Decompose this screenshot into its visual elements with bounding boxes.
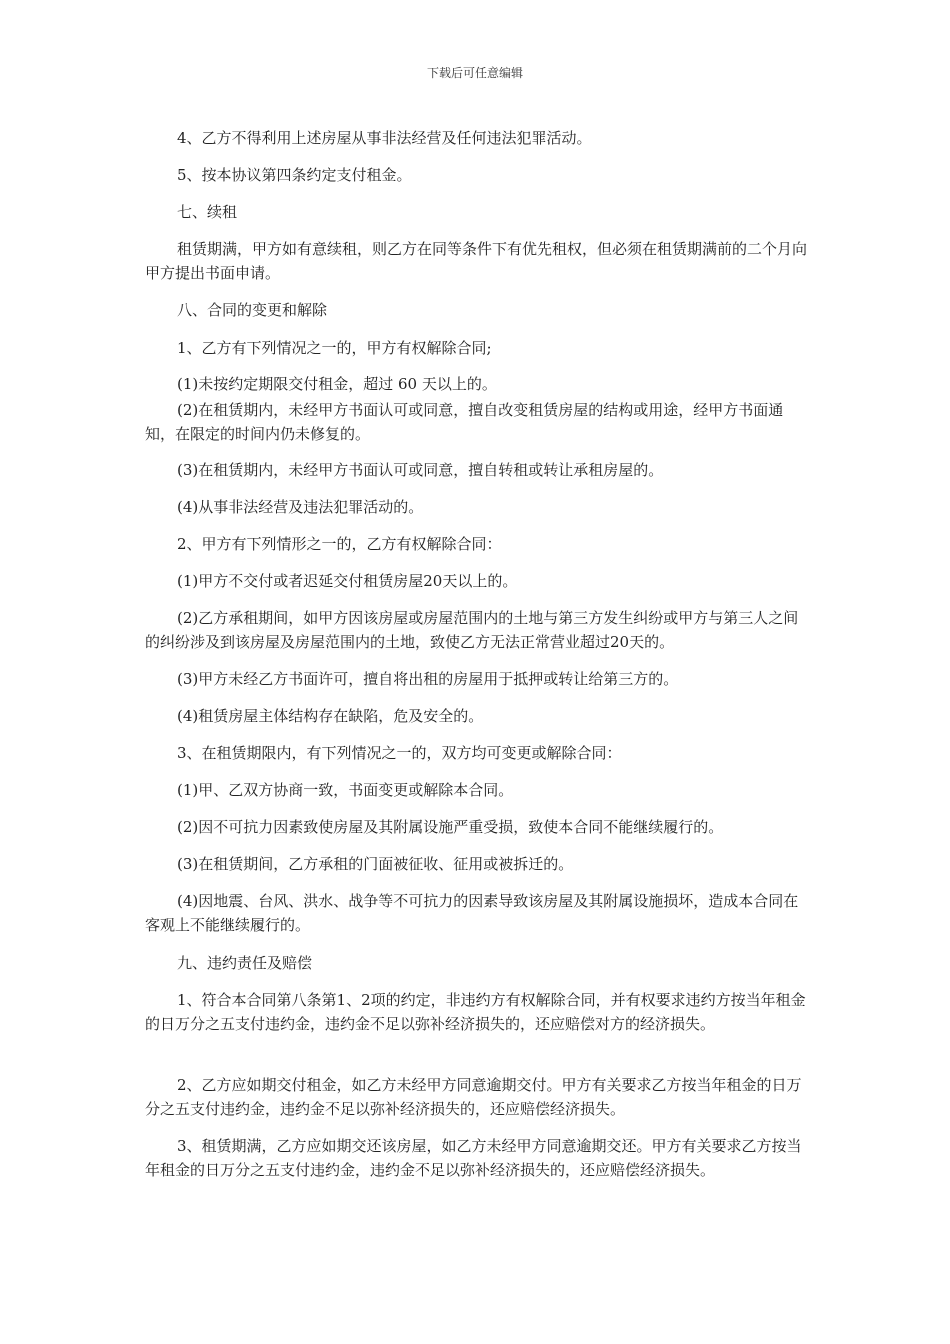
section-heading-liability: 九、违约责任及赔偿 xyxy=(177,954,313,972)
list-item-mutual-4: (4)因地震、台风、洪水、战争等不可抗力的因素导致该房屋及其附属设施损坏，造成本合同在客观上不能继续履行的。 xyxy=(145,892,799,934)
paragraph-clause-5: 5、按本协议第四条约定支付租金。 xyxy=(177,166,412,184)
paragraph-liability-3: 3、租赁期满，乙方应如期交还该房屋，如乙方未经甲方同意逾期交还。甲方有关要求乙方按当年租金的日万分之五支付违约金，违约金不足以弥补经济损失的，还应赔偿经济损失。 xyxy=(145,1137,802,1179)
list-item-lessor-2: (2)乙方承租期间，如甲方因该房屋或房屋范围内的土地与第三方发生纠纷或甲方与第三人之间的纠纷涉及到该房屋及房屋范围内的土地，致使乙方无法正常营业超过20天的。 xyxy=(145,609,799,651)
paragraph-mutual-conditions: 3、在租赁期限内，有下列情况之一的，双方均可变更或解除合同： xyxy=(177,744,622,762)
list-item-lessee-3: (3)在租赁期内，未经甲方书面认可或同意，擅自转租或转让承租房屋的。 xyxy=(177,461,664,479)
list-item-mutual-1: (1)甲、乙双方协商一致，书面变更或解除本合同。 xyxy=(177,781,514,799)
paragraph-liability-2: 2、乙方应如期交付租金，如乙方未经甲方同意逾期交付。甲方有关要求乙方按当年租金的日万分之五支付违约金，违约金不足以弥补经济损失的，还应赔偿经济损失。 xyxy=(145,1076,802,1118)
page-header: 下载后可任意编辑 xyxy=(426,66,523,80)
paragraph-clause-4: 4、乙方不得利用上述房屋从事非法经营及任何违法犯罪活动。 xyxy=(177,129,592,147)
paragraph-liability-1: 1、符合本合同第八条第1、2项的约定，非违约方有权解除合同，并有权要求违约方按当年租金的日万分之五支付违约金，违约金不足以弥补经济损失的，还应赔偿对方的经济损失。 xyxy=(145,991,806,1033)
list-item-lessee-1: (1)未按约定期限交付租金，超过 60 天以上的。 xyxy=(177,375,497,393)
paragraph-lessee-conditions: 1、乙方有下列情况之一的，甲方有权解除合同; xyxy=(177,339,492,357)
section-heading-change-termination: 八、合同的变更和解除 xyxy=(177,301,328,319)
list-item-lessor-3: (3)甲方未经乙方书面许可，擅自将出租的房屋用于抵押或转让给第三方的。 xyxy=(177,670,679,688)
list-item-lessor-4: (4)租赁房屋主体结构存在缺陷，危及安全的。 xyxy=(177,707,484,725)
list-item-lessee-4: (4)从事非法经营及违法犯罪活动的。 xyxy=(177,498,424,516)
list-item-mutual-3: (3)在租赁期间，乙方承租的门面被征收、征用或被拆迁的。 xyxy=(177,855,574,873)
paragraph-renewal: 租赁期满，甲方如有意续租，则乙方在同等条件下有优先租权，但必须在租赁期满前的二个月向甲方提出书面申请。 xyxy=(145,240,808,282)
list-item-mutual-2: (2)因不可抗力因素致使房屋及其附属设施严重受损，致使本合同不能继续履行的。 xyxy=(177,818,724,836)
list-item-lessor-1: (1)甲方不交付或者迟延交付租赁房屋20天以上的。 xyxy=(177,572,518,590)
list-item-lessee-2: (2)在租赁期内，未经甲方书面认可或同意，擅自改变租赁房屋的结构或用途，经甲方书面通知，在限定的时间内仍未修复的。 xyxy=(145,401,784,443)
section-heading-renewal: 七、续租 xyxy=(177,203,238,221)
paragraph-lessor-conditions: 2、甲方有下列情形之一的，乙方有权解除合同： xyxy=(177,535,502,553)
